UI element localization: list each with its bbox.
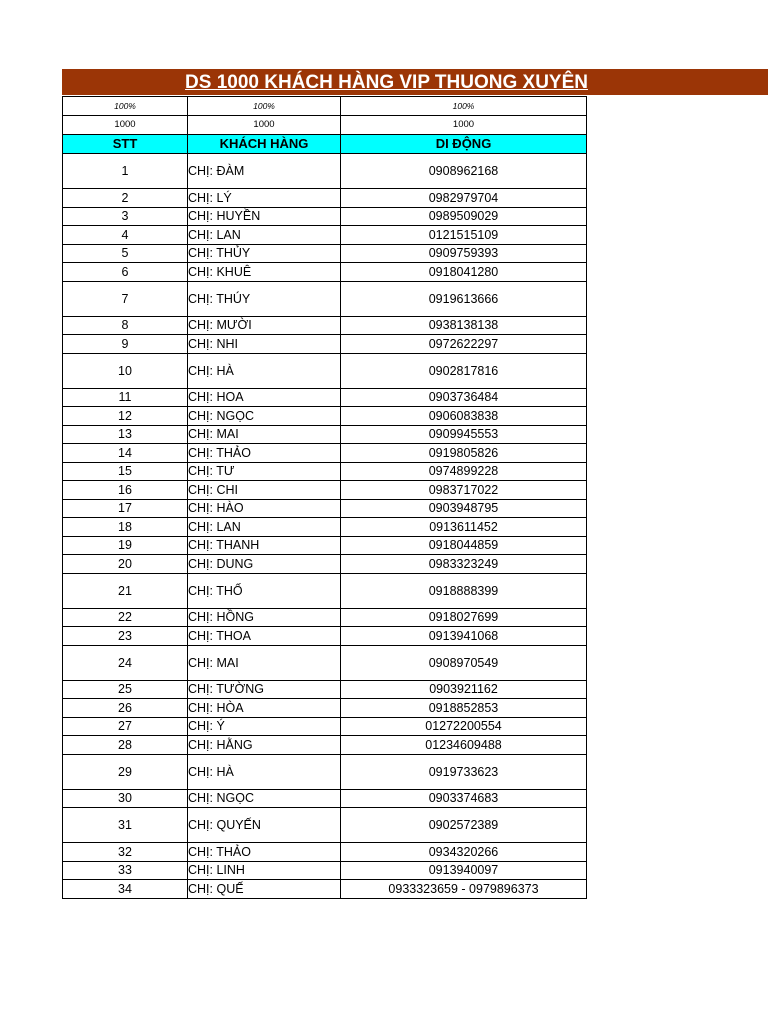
percent-cell[interactable]: 100% bbox=[341, 97, 587, 116]
table-row bbox=[63, 263, 587, 282]
count-cell[interactable]: 1000 bbox=[63, 116, 188, 135]
stt-cell[interactable]: 19 bbox=[63, 536, 188, 555]
mobile-cell[interactable]: 0983323249 bbox=[341, 555, 587, 574]
stt-cell[interactable]: 33 bbox=[63, 861, 188, 880]
mobile-cell[interactable]: 0933323659 - 0979896373 bbox=[341, 880, 587, 899]
table-row bbox=[63, 499, 587, 518]
percent-cell[interactable]: 100% bbox=[63, 97, 188, 116]
stt-cell[interactable]: 13 bbox=[63, 425, 188, 444]
customer-name-cell[interactable]: CHỊ: THOA bbox=[188, 627, 341, 646]
table-row bbox=[63, 645, 587, 680]
customer-name-cell[interactable]: CHỊ: LINH bbox=[188, 861, 341, 880]
stt-cell[interactable]: 8 bbox=[63, 316, 188, 335]
customer-name-cell[interactable]: CHỊ: HÀ bbox=[188, 353, 341, 388]
stt-cell[interactable]: 9 bbox=[63, 335, 188, 354]
customer-name-cell[interactable]: CHỊ: THỦY bbox=[188, 244, 341, 263]
table-row bbox=[63, 680, 587, 699]
stt-cell[interactable]: 2 bbox=[63, 189, 188, 208]
header-mobile[interactable]: DI ĐỘNG bbox=[341, 135, 587, 154]
customer-name-cell[interactable]: CHỊ: TƯỜNG bbox=[188, 680, 341, 699]
mobile-cell[interactable]: 0903948795 bbox=[341, 499, 587, 518]
customer-name-cell[interactable]: CHỊ: NGỌC bbox=[188, 789, 341, 808]
count-row bbox=[63, 116, 587, 135]
customer-name-cell[interactable]: CHỊ: HẰNG bbox=[188, 736, 341, 755]
stt-cell[interactable]: 17 bbox=[63, 499, 188, 518]
table-row bbox=[63, 573, 587, 608]
header-customer[interactable]: KHÁCH HÀNG bbox=[188, 135, 341, 154]
table-row bbox=[63, 808, 587, 843]
mobile-cell[interactable]: 0983717022 bbox=[341, 481, 587, 500]
table-row bbox=[63, 754, 587, 789]
table-row bbox=[63, 627, 587, 646]
stt-cell[interactable]: 5 bbox=[63, 244, 188, 263]
mobile-cell[interactable]: 0121515109 bbox=[341, 226, 587, 245]
mobile-cell[interactable]: 0918852853 bbox=[341, 699, 587, 718]
customer-name-cell[interactable]: CHỊ: CHI bbox=[188, 481, 341, 500]
table-row bbox=[63, 444, 587, 463]
table-row bbox=[63, 608, 587, 627]
customer-name-cell[interactable]: CHỊ: TƯ bbox=[188, 462, 341, 481]
mobile-cell[interactable]: 0919805826 bbox=[341, 444, 587, 463]
stt-cell[interactable]: 26 bbox=[63, 699, 188, 718]
customer-name-cell[interactable]: CHỊ: ĐÀM bbox=[188, 154, 341, 189]
table-row bbox=[63, 462, 587, 481]
table-row bbox=[63, 407, 587, 426]
header-row bbox=[63, 135, 587, 154]
sheet-title: DS 1000 KHÁCH HÀNG VIP THUONG XUYÊN bbox=[185, 72, 588, 93]
table-row bbox=[63, 353, 587, 388]
customer-name-cell[interactable]: CHỊ: THÚY bbox=[188, 281, 341, 316]
stt-cell[interactable]: 11 bbox=[63, 388, 188, 407]
mobile-cell[interactable]: 0906083838 bbox=[341, 407, 587, 426]
count-cell[interactable]: 1000 bbox=[341, 116, 587, 135]
stt-cell[interactable]: 3 bbox=[63, 207, 188, 226]
mobile-cell[interactable]: 0938138138 bbox=[341, 316, 587, 335]
customer-name-cell[interactable]: CHỊ: HOA bbox=[188, 388, 341, 407]
mobile-cell[interactable]: 0908962168 bbox=[341, 154, 587, 189]
mobile-cell[interactable]: 0919733623 bbox=[341, 754, 587, 789]
table-row bbox=[63, 699, 587, 718]
table-row bbox=[63, 388, 587, 407]
stt-cell[interactable]: 10 bbox=[63, 353, 188, 388]
table-row bbox=[63, 481, 587, 500]
table-row bbox=[63, 536, 587, 555]
count-cell[interactable]: 1000 bbox=[188, 116, 341, 135]
customer-name-cell[interactable]: CHỊ: THANH bbox=[188, 536, 341, 555]
stt-cell[interactable]: 7 bbox=[63, 281, 188, 316]
table-row bbox=[63, 189, 587, 208]
header-stt[interactable]: STT bbox=[63, 135, 188, 154]
stt-cell[interactable]: 18 bbox=[63, 518, 188, 537]
table-row bbox=[63, 736, 587, 755]
customer-name-cell[interactable]: CHỊ: HỒNG bbox=[188, 608, 341, 627]
table-row bbox=[63, 880, 587, 899]
table-row bbox=[63, 207, 587, 226]
mobile-cell[interactable]: 0902572389 bbox=[341, 808, 587, 843]
customer-name-cell[interactable]: CHỊ: THỐ bbox=[188, 573, 341, 608]
mobile-cell[interactable]: 0913611452 bbox=[341, 518, 587, 537]
stt-cell[interactable]: 4 bbox=[63, 226, 188, 245]
customer-table bbox=[62, 96, 587, 899]
stt-cell[interactable]: 22 bbox=[63, 608, 188, 627]
stt-cell[interactable]: 24 bbox=[63, 645, 188, 680]
mobile-cell[interactable]: 01234609488 bbox=[341, 736, 587, 755]
percent-row bbox=[63, 97, 587, 116]
stt-cell[interactable]: 31 bbox=[63, 808, 188, 843]
customer-name-cell[interactable]: CHỊ: THẢO bbox=[188, 843, 341, 862]
table-row bbox=[63, 226, 587, 245]
customer-name-cell[interactable]: CHỊ: HÒA bbox=[188, 699, 341, 718]
table-row bbox=[63, 316, 587, 335]
stt-cell[interactable]: 16 bbox=[63, 481, 188, 500]
mobile-cell[interactable]: 0974899228 bbox=[341, 462, 587, 481]
customer-name-cell[interactable]: CHỊ: NHI bbox=[188, 335, 341, 354]
customer-name-cell[interactable]: CHỊ: HÀO bbox=[188, 499, 341, 518]
table-row bbox=[63, 425, 587, 444]
customer-name-cell[interactable]: CHỊ: KHUÊ bbox=[188, 263, 341, 282]
table-row bbox=[63, 244, 587, 263]
customer-name-cell[interactable]: CHỊ: MAI bbox=[188, 645, 341, 680]
mobile-cell[interactable]: 0989509029 bbox=[341, 207, 587, 226]
mobile-cell[interactable]: 0918027699 bbox=[341, 608, 587, 627]
mobile-cell[interactable]: 0903374683 bbox=[341, 789, 587, 808]
stt-cell[interactable]: 20 bbox=[63, 555, 188, 574]
mobile-cell[interactable]: 0903921162 bbox=[341, 680, 587, 699]
percent-cell[interactable]: 100% bbox=[188, 97, 341, 116]
table-row bbox=[63, 555, 587, 574]
customer-name-cell[interactable]: CHỊ: QUYẾN bbox=[188, 808, 341, 843]
table-row bbox=[63, 717, 587, 736]
table-row bbox=[63, 335, 587, 354]
mobile-cell[interactable]: 0908970549 bbox=[341, 645, 587, 680]
table-row bbox=[63, 518, 587, 537]
customer-name-cell[interactable]: CHỊ: LAN bbox=[188, 518, 341, 537]
mobile-cell[interactable]: 0918041280 bbox=[341, 263, 587, 282]
customer-name-cell[interactable]: CHỊ: HUYỀN bbox=[188, 207, 341, 226]
mobile-cell[interactable]: 0909759393 bbox=[341, 244, 587, 263]
mobile-cell[interactable]: 0919613666 bbox=[341, 281, 587, 316]
customer-name-cell[interactable]: CHỊ: DUNG bbox=[188, 555, 341, 574]
mobile-cell[interactable]: 01272200554 bbox=[341, 717, 587, 736]
stt-cell[interactable]: 34 bbox=[63, 880, 188, 899]
customer-name-cell[interactable]: CHỊ: QUẾ bbox=[188, 880, 341, 899]
stt-cell[interactable]: 30 bbox=[63, 789, 188, 808]
mobile-cell[interactable]: 0918044859 bbox=[341, 536, 587, 555]
customer-name-cell[interactable]: CHỊ: MƯỜI bbox=[188, 316, 341, 335]
stt-cell[interactable]: 14 bbox=[63, 444, 188, 463]
mobile-cell[interactable]: 0903736484 bbox=[341, 388, 587, 407]
customer-name-cell[interactable]: CHỊ: NGỌC bbox=[188, 407, 341, 426]
mobile-cell[interactable]: 0934320266 bbox=[341, 843, 587, 862]
stt-cell[interactable]: 21 bbox=[63, 573, 188, 608]
mobile-cell[interactable]: 0913940097 bbox=[341, 861, 587, 880]
customer-name-cell[interactable]: CHỊ: Ý bbox=[188, 717, 341, 736]
table-row bbox=[63, 154, 587, 189]
mobile-cell[interactable]: 0972622297 bbox=[341, 335, 587, 354]
title-bar bbox=[62, 69, 768, 95]
table-row bbox=[63, 281, 587, 316]
table-row bbox=[63, 861, 587, 880]
table-row bbox=[63, 843, 587, 862]
stt-cell[interactable]: 15 bbox=[63, 462, 188, 481]
stt-cell[interactable]: 6 bbox=[63, 263, 188, 282]
stt-cell[interactable]: 27 bbox=[63, 717, 188, 736]
stt-cell[interactable]: 25 bbox=[63, 680, 188, 699]
stt-cell[interactable]: 23 bbox=[63, 627, 188, 646]
stt-cell[interactable]: 1 bbox=[63, 154, 188, 189]
customer-name-cell[interactable]: CHỊ: HÀ bbox=[188, 754, 341, 789]
mobile-cell[interactable]: 0918888399 bbox=[341, 573, 587, 608]
mobile-cell[interactable]: 0909945553 bbox=[341, 425, 587, 444]
stt-cell[interactable]: 29 bbox=[63, 754, 188, 789]
table-row bbox=[63, 789, 587, 808]
customer-name-cell[interactable]: CHỊ: THẢO bbox=[188, 444, 341, 463]
mobile-cell[interactable]: 0902817816 bbox=[341, 353, 587, 388]
mobile-cell[interactable]: 0982979704 bbox=[341, 189, 587, 208]
mobile-cell[interactable]: 0913941068 bbox=[341, 627, 587, 646]
stt-cell[interactable]: 28 bbox=[63, 736, 188, 755]
customer-name-cell[interactable]: CHỊ: MAI bbox=[188, 425, 341, 444]
customer-name-cell[interactable]: CHỊ: LAN bbox=[188, 226, 341, 245]
customer-name-cell[interactable]: CHỊ: LÝ bbox=[188, 189, 341, 208]
stt-cell[interactable]: 12 bbox=[63, 407, 188, 426]
stt-cell[interactable]: 32 bbox=[63, 843, 188, 862]
